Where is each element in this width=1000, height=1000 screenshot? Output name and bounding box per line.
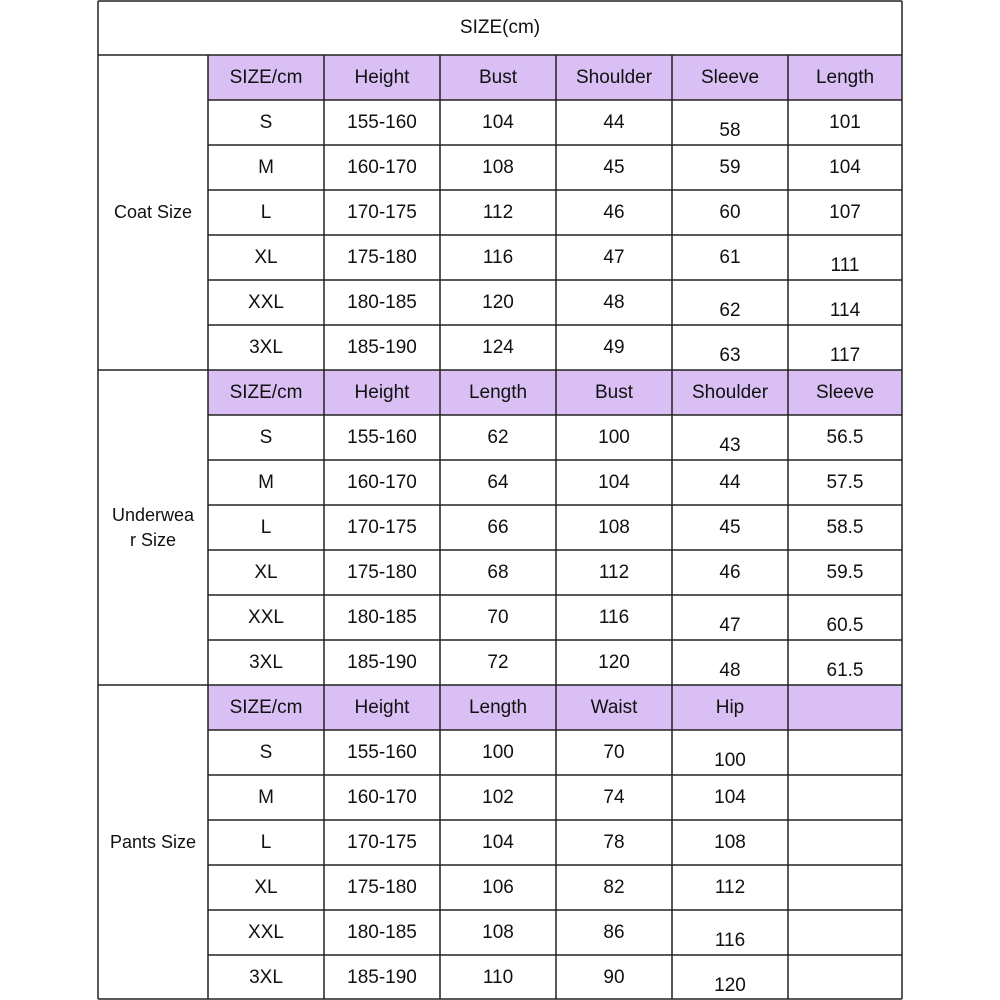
table-cell [788, 730, 902, 775]
table-cell: 175-180 [347, 876, 417, 898]
table-cell: 170-175 [347, 831, 417, 853]
column-header: Sleeve [788, 370, 902, 415]
table-cell: 59 [719, 156, 741, 178]
section-label: Underwea r Size [111, 504, 195, 550]
table-cell: 100 [598, 426, 630, 448]
column-header: Bust [556, 370, 672, 415]
table-cell: 3XL [249, 651, 283, 673]
table-cell: 120 [482, 291, 514, 313]
table-cell: 124 [482, 336, 514, 358]
column-header: Bust [440, 55, 556, 100]
table-cell: 170-175 [347, 201, 417, 223]
table-cell: 48 [603, 291, 625, 313]
underwear-size-section [98, 370, 902, 685]
pants-size-section [98, 685, 902, 1000]
table-cell: 70 [487, 606, 509, 628]
table-cell: 86 [603, 921, 625, 943]
column-header: Waist [556, 685, 672, 730]
section-label: Coat Size [113, 202, 193, 222]
table-cell: 104 [482, 111, 514, 133]
table-cell: 44 [719, 471, 741, 493]
table-cell: 114 [829, 300, 861, 321]
table-cell: 112 [482, 201, 514, 223]
table-cell: 180-185 [347, 291, 417, 313]
table-cell: L [260, 516, 272, 538]
table-cell: S [259, 741, 273, 763]
column-header: Length [440, 685, 556, 730]
table-cell: 110 [482, 966, 514, 988]
table-cell: 82 [603, 876, 625, 898]
table-row [208, 235, 902, 280]
table-row [208, 640, 902, 685]
column-header: Shoulder [672, 370, 788, 415]
table-cell: 72 [487, 651, 509, 673]
table-cell: 160-170 [347, 786, 417, 808]
column-header: Length [440, 370, 556, 415]
table-row [208, 505, 902, 550]
size-table [208, 55, 902, 370]
table-cell: M [258, 156, 274, 178]
table-cell: 46 [603, 201, 625, 223]
table-cell: 102 [482, 786, 514, 808]
table-row [208, 820, 902, 865]
table-row [208, 910, 902, 955]
column-header [788, 685, 902, 730]
table-cell: 74 [603, 786, 625, 808]
table-cell: 112 [598, 561, 630, 583]
table-cell: 100 [482, 741, 514, 763]
column-header: SIZE/cm [208, 370, 324, 415]
column-header: SIZE/cm [208, 685, 324, 730]
table-row [208, 415, 902, 460]
table-cell: XXL [248, 606, 284, 628]
table-cell: M [258, 471, 274, 493]
table-cell: 45 [719, 516, 741, 538]
column-header: Height [324, 685, 440, 730]
table-cell: 68 [487, 561, 509, 583]
table-cell: 111 [830, 255, 860, 276]
column-header: Length [788, 55, 902, 100]
table-cell: 106 [482, 876, 514, 898]
table-cell [788, 955, 902, 1000]
table-cell: L [260, 201, 272, 223]
table-row [208, 865, 902, 910]
chart-title: SIZE(cm) [459, 16, 541, 38]
table-cell: M [258, 786, 274, 808]
table-cell: 70 [603, 741, 625, 763]
table-row [208, 190, 902, 235]
table-cell: 116 [482, 246, 514, 268]
table-cell: 108 [598, 516, 630, 538]
table-cell: 185-190 [347, 651, 417, 673]
table-cell [788, 910, 902, 955]
table-cell: 104 [482, 831, 514, 853]
table-cell: L [260, 831, 272, 853]
table-cell [788, 865, 902, 910]
table-cell: 61.5 [826, 660, 864, 681]
table-cell: 58.5 [826, 516, 864, 538]
header-row [208, 370, 902, 415]
table-row [208, 460, 902, 505]
table-cell: 160-170 [347, 471, 417, 493]
table-cell: 62 [487, 426, 509, 448]
table-row [208, 325, 902, 370]
table-cell: 3XL [249, 336, 283, 358]
table-cell: 104 [829, 156, 861, 178]
column-header: Hip [672, 685, 788, 730]
table-cell: XXL [248, 291, 284, 313]
table-cell: 49 [603, 336, 625, 358]
table-row [208, 100, 902, 145]
table-cell: 90 [603, 966, 625, 988]
header-row [208, 685, 902, 730]
table-cell: 45 [603, 156, 625, 178]
table-cell: XL [254, 876, 278, 898]
table-cell: XL [254, 561, 278, 583]
table-cell: 78 [603, 831, 625, 853]
table-cell: 120 [598, 651, 630, 673]
table-cell: 175-180 [347, 561, 417, 583]
table-cell: 155-160 [347, 741, 417, 763]
table-cell: 44 [603, 111, 625, 133]
table-cell: 104 [714, 786, 746, 808]
table-cell: 112 [714, 876, 746, 898]
table-cell: 108 [714, 831, 746, 853]
table-cell: XXL [248, 921, 284, 943]
table-cell: 61 [719, 246, 741, 268]
column-header: Sleeve [672, 55, 788, 100]
size-table [208, 370, 902, 685]
table-cell: 63 [719, 345, 741, 366]
table-cell: 120 [714, 975, 746, 996]
table-cell: 48 [719, 660, 741, 681]
table-cell: 101 [829, 111, 861, 133]
table-cell: 107 [829, 201, 861, 223]
section-label: Pants Size [109, 832, 197, 852]
table-cell: 64 [487, 471, 509, 493]
table-row [208, 730, 902, 775]
table-row [208, 775, 902, 820]
table-cell: 47 [603, 246, 625, 268]
table-cell: 180-185 [347, 606, 417, 628]
table-row [208, 145, 902, 190]
table-cell: 43 [719, 435, 741, 456]
table-row [208, 595, 902, 640]
table-cell [788, 775, 902, 820]
table-cell: 116 [598, 606, 630, 628]
table-cell: 58 [719, 120, 741, 141]
table-row [208, 550, 902, 595]
table-cell: 116 [714, 930, 746, 951]
size-table [208, 685, 902, 1000]
table-cell: S [259, 111, 273, 133]
table-cell: S [259, 426, 273, 448]
table-cell: XL [254, 246, 278, 268]
table-cell: 175-180 [347, 246, 417, 268]
table-cell: 155-160 [347, 426, 417, 448]
header-row [208, 55, 902, 100]
table-cell: 117 [829, 345, 861, 366]
table-cell: 60.5 [826, 615, 864, 636]
table-cell: 60 [719, 201, 741, 223]
table-cell [788, 820, 902, 865]
table-cell: 57.5 [826, 471, 864, 493]
table-cell: 185-190 [347, 336, 417, 358]
table-cell: 108 [482, 921, 514, 943]
table-cell: 160-170 [347, 156, 417, 178]
table-cell: 46 [719, 561, 741, 583]
column-header: Height [324, 370, 440, 415]
column-header: SIZE/cm [208, 55, 324, 100]
table-cell: 59.5 [826, 561, 864, 583]
column-header: Shoulder [556, 55, 672, 100]
table-cell: 185-190 [347, 966, 417, 988]
table-cell: 170-175 [347, 516, 417, 538]
table-cell: 62 [719, 300, 741, 321]
table-cell: 100 [714, 750, 746, 771]
table-cell: 66 [487, 516, 509, 538]
table-cell: 180-185 [347, 921, 417, 943]
coat-size-section [98, 55, 902, 370]
table-row [208, 955, 902, 1000]
table-cell: 155-160 [347, 111, 417, 133]
table-row [208, 280, 902, 325]
table-cell: 3XL [249, 966, 283, 988]
table-cell: 104 [598, 471, 630, 493]
column-header: Height [324, 55, 440, 100]
table-cell: 56.5 [826, 426, 864, 448]
table-cell: 47 [719, 615, 741, 636]
table-cell: 108 [482, 156, 514, 178]
